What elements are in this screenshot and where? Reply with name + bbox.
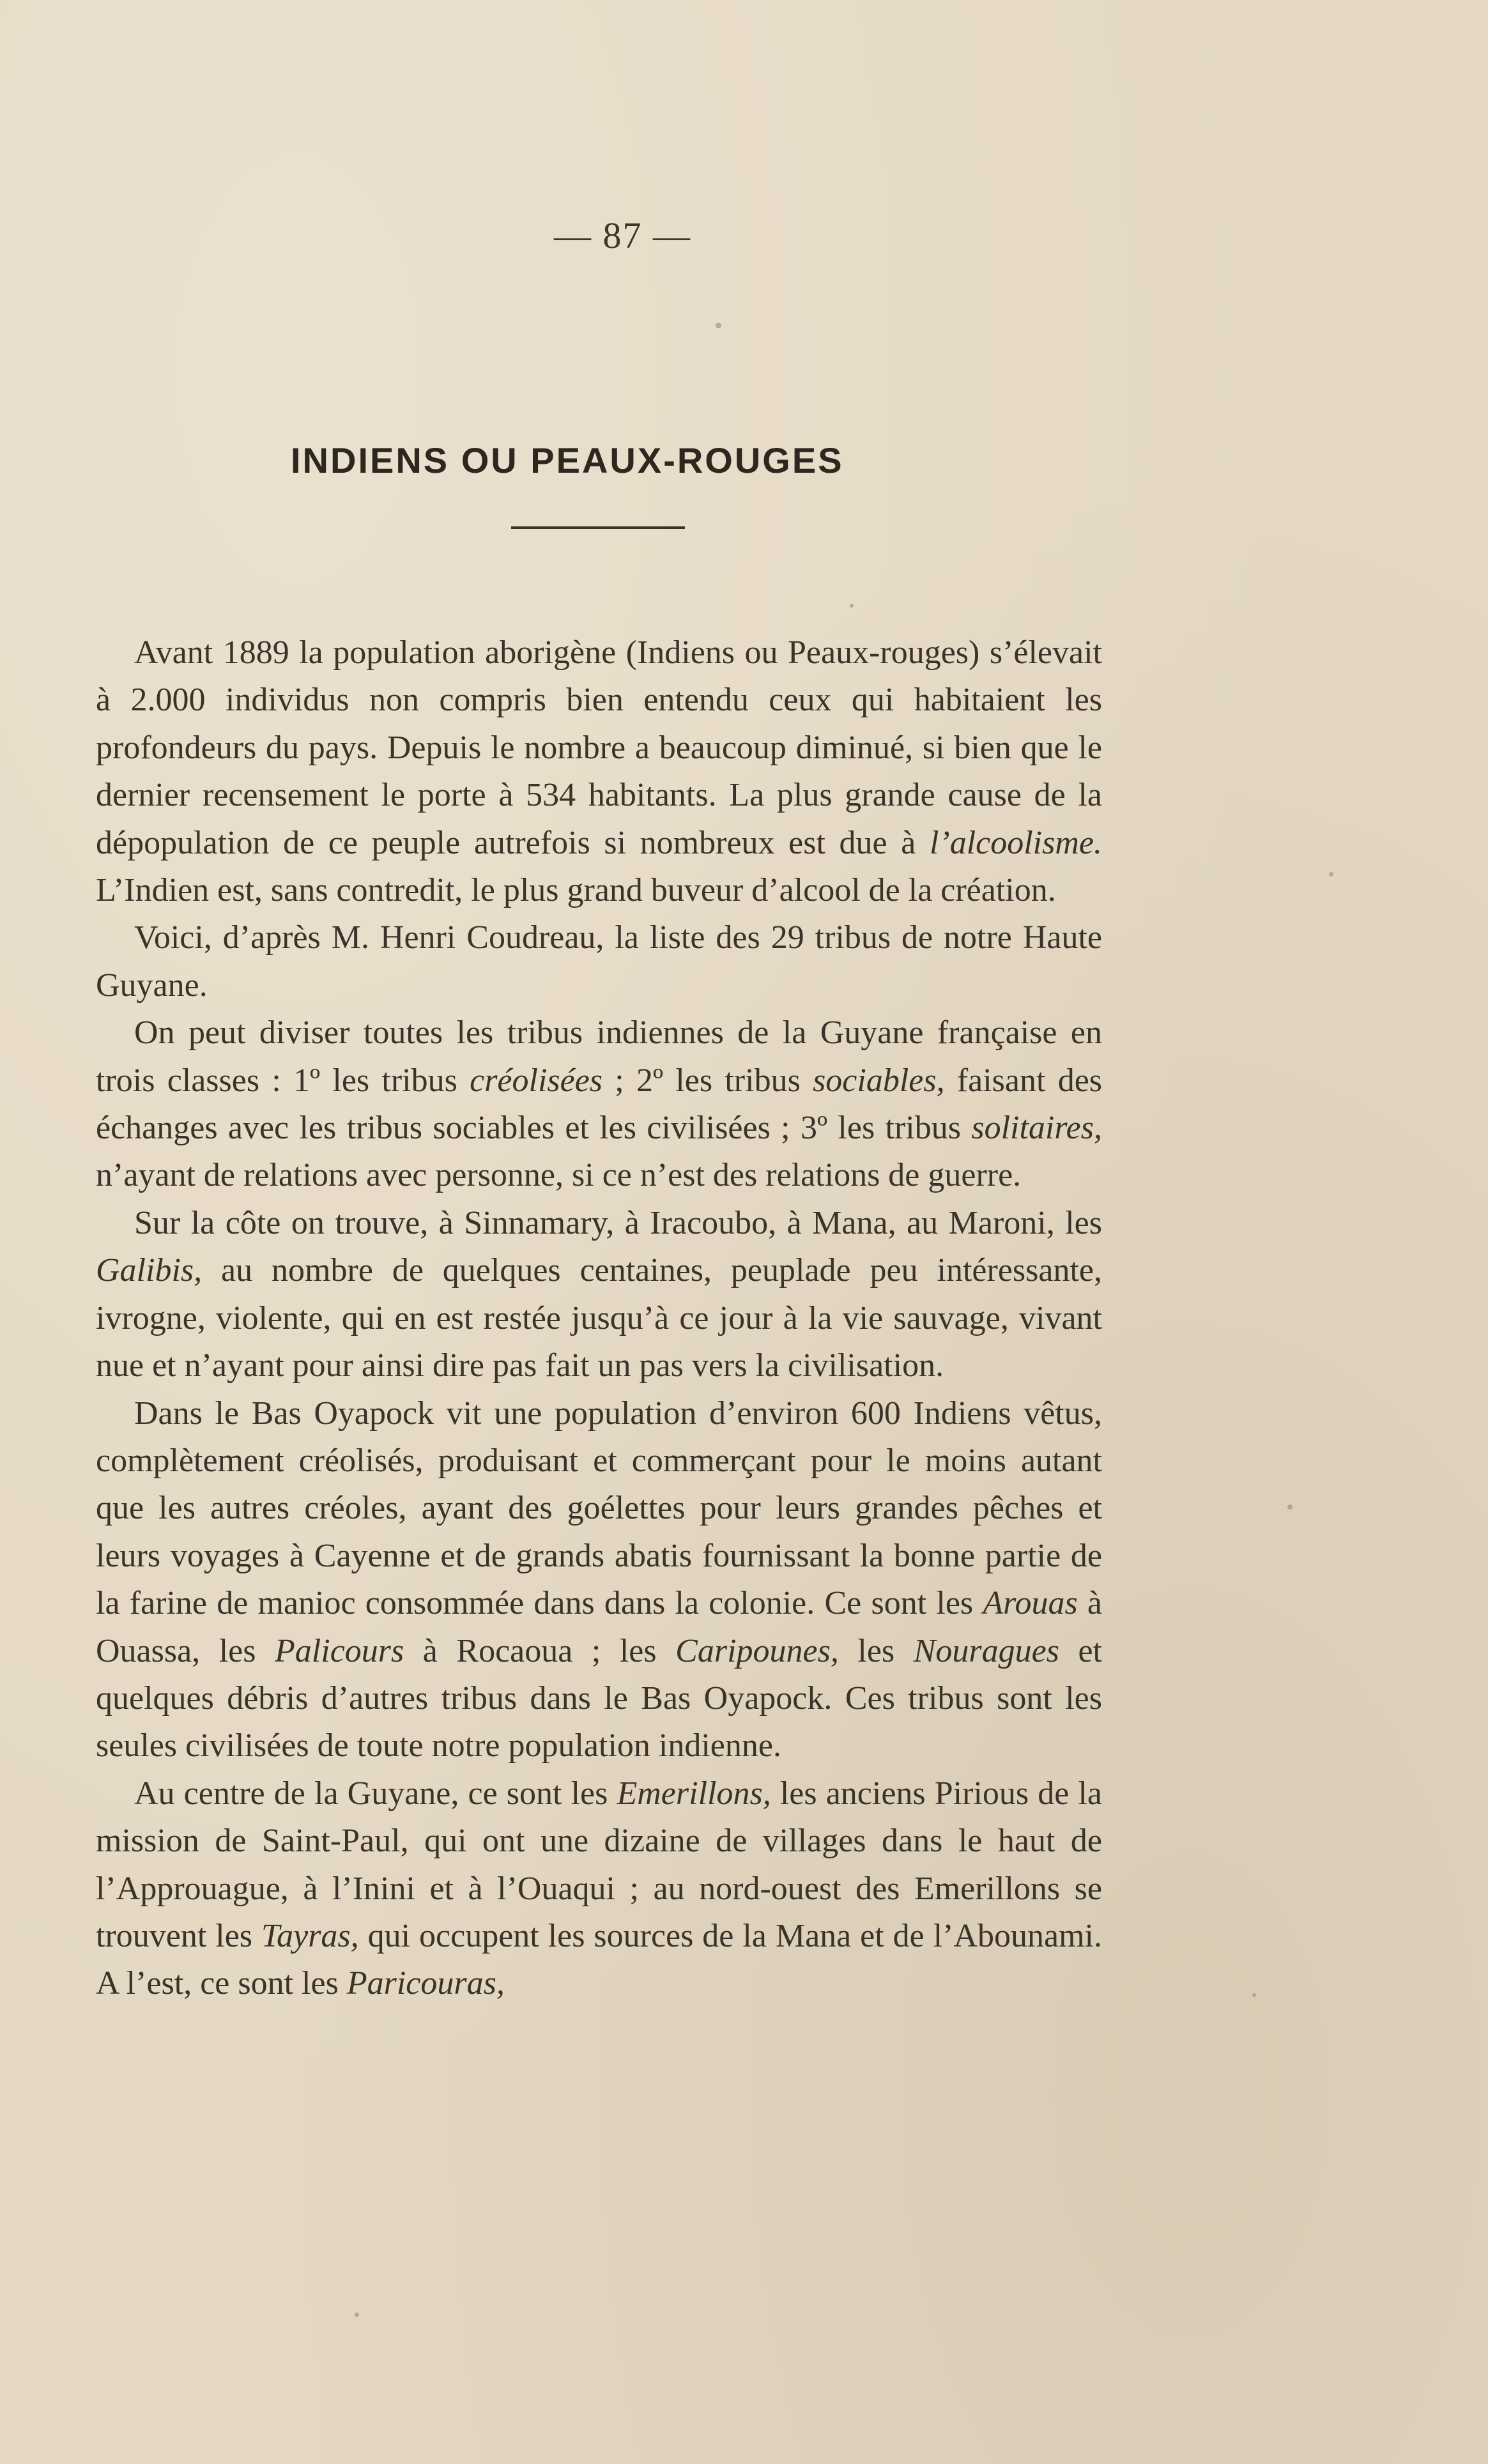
- italic-text-span: créolisées: [470, 1062, 603, 1099]
- italic-text-span: Emerillons,: [617, 1775, 771, 1812]
- page-number: [0, 214, 1488, 257]
- text-span: à Ouassa, les: [96, 1585, 1102, 1669]
- title-divider: [511, 526, 685, 529]
- text-span: qui occupent les sources de la Mana et de l’Abounami. A l’est, ce sont les: [96, 1917, 1102, 2002]
- text-span: Au centre de la Guyane, ce sont les: [134, 1775, 617, 1812]
- text-span: n’ayant de relations avec personne, si ce n’est des relations de guerre.: [96, 1157, 1022, 1194]
- text-span: les anciens Pirious de la mission de Saint-Paul, qui ont une dizaine de villages dans le haut de l’Approuague, à l’Inini et à l’Ouaqui ; au nord-ouest des Emerillons se trouvent les: [96, 1775, 1102, 1954]
- text-span: et quelques débris d’autres tribus dans le Bas Oyapock. Ces tribus sont les seules civilisées de toute notre population indienne.: [96, 1632, 1103, 1764]
- text-span: Avant 1889 la population aborigène (Indiens ou Peaux-rouges) s’élevait à 2.000 individus non compris bien entendu ceux qui habitaient les profondeurs du pays. Depuis le nombre a beaucoup diminué, si bien que le dernier recensement le porte à 534 habitants. La plus grande cause de la dépopulation de ce peuple autrefois si nombreux est due à: [96, 634, 1102, 861]
- italic-text-span: l’alcoolisme.: [929, 824, 1102, 861]
- text-span: Dans le Bas Oyapock vit une population d’environ 600 Indiens vêtus, complètement créolisés, produisant et commerçant pour le moins autant que les autres créoles, ayant des goélettes pour leurs grandes pêches et leurs voyages à Cayenne et de grands abatis fournissant la bonne partie de la farine de manioc consommée dans dans la colonie. Ce sont les: [96, 1395, 1102, 1622]
- page-number-text: — 87 —: [554, 215, 691, 256]
- paper-speck: [850, 604, 854, 608]
- italic-text-span: Galibis,: [96, 1252, 203, 1289]
- paper-speck: [1252, 1993, 1256, 1997]
- paper-speck: [1287, 1504, 1292, 1510]
- paper-speck: [1329, 872, 1333, 876]
- italic-text-span: Paricouras,: [346, 1965, 505, 2002]
- paragraph-coudreau: [96, 914, 1102, 1009]
- paragraph-population: [96, 629, 1102, 914]
- paper-speck: [355, 2313, 359, 2317]
- text-span: Sur la côte on trouve, à Sinnamary, à Iracoubo, à Mana, au Maroni, les: [134, 1204, 1102, 1241]
- paragraph-classes: [96, 1009, 1102, 1200]
- text-span: Voici, d’après M. Henri Coudreau, la liste des 29 tribus de notre Haute Guyane.: [96, 919, 1102, 1004]
- text-span: au nombre de quelques centaines, peuplade peu intéressante, ivrogne, violente, qui en est restée jusqu’à ce jour à la vie sauvage, vivant nue et n’ayant pour ainsi dire pas fait un pas vers la civilisation.: [96, 1252, 1102, 1384]
- italic-text-span: Nouragues: [913, 1632, 1059, 1669]
- text-span: faisant des échanges avec les tribus sociables et les civilisées ; 3º les tribus: [96, 1062, 1103, 1147]
- paragraph-centre-guyane: [96, 1770, 1102, 2008]
- italic-text-span: sociables,: [813, 1062, 945, 1099]
- paper-speck: [716, 323, 721, 328]
- chapter-title: INDIENS OU PEAUX-ROUGES: [291, 440, 844, 480]
- text-span: ; 2º les tribus: [602, 1062, 813, 1099]
- text-span: L’Indien est, sans contredit, le plus grand buveur d’alcool de la création.: [96, 872, 1056, 909]
- body-text: [96, 629, 1102, 2008]
- text-span: les: [838, 1632, 914, 1669]
- paragraph-bas-oyapock: [96, 1390, 1102, 1770]
- italic-text-span: Caripounes,: [675, 1632, 839, 1669]
- text-span: à Rocaoua ; les: [404, 1632, 676, 1669]
- italic-text-span: Palicours: [275, 1632, 404, 1669]
- italic-text-span: Arouas: [983, 1585, 1078, 1622]
- text-span: On peut diviser toutes les tribus indiennes de la Guyane française en trois classes : 1º les tribus: [96, 1014, 1102, 1099]
- paragraph-galibis: [96, 1200, 1102, 1390]
- italic-text-span: Tayras,: [261, 1917, 359, 1954]
- italic-text-span: solitaires,: [971, 1110, 1102, 1147]
